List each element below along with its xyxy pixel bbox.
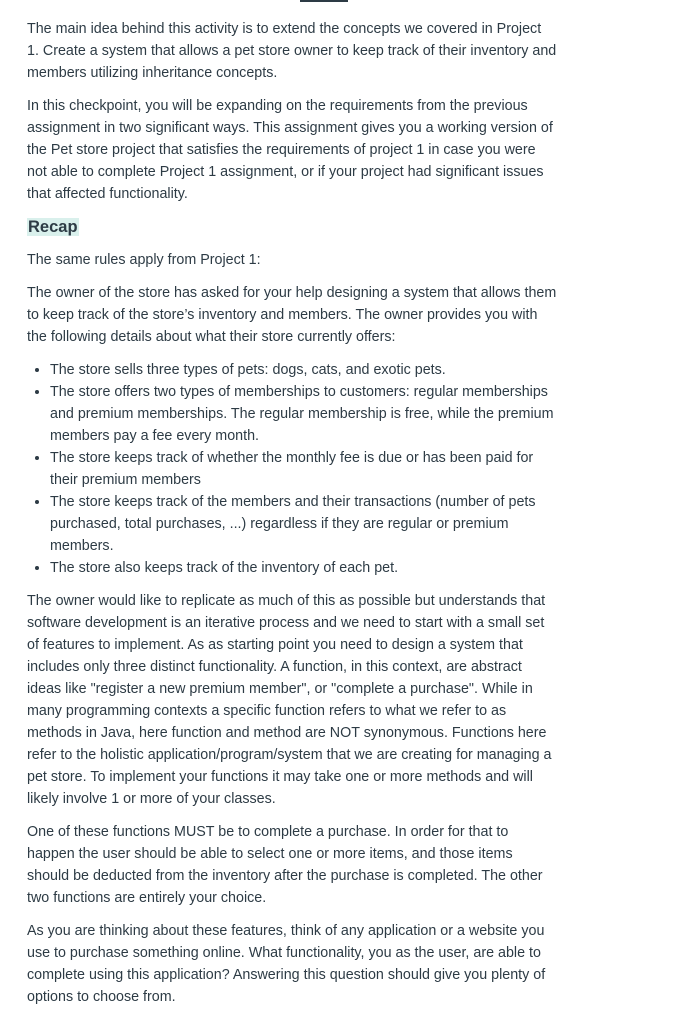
same-rules-paragraph: The same rules apply from Project 1: xyxy=(27,252,261,268)
owner-request-paragraph: The owner of the store has asked for your help designing a system that allows them to keep track of the store’s inventory and members. The owner provides you with the following details about what their store currently offers: xyxy=(27,285,557,345)
recap-heading xyxy=(27,216,557,238)
purchase-paragraph: One of these functions MUST be to complete a purchase. In order for that to happen the user should be able to select one or more items, and those items should be deducted from the inventory after the purchase is completed. The other two functions are entirely your choice. xyxy=(27,824,543,906)
list-item: • The store sells three types of pets: dogs, cats, and exotic pets. xyxy=(50,359,557,381)
assignment-content xyxy=(27,18,557,1019)
list-item: • The store also keeps track of the inventory of each pet. xyxy=(50,557,557,579)
replicate-paragraph: The owner would like to replicate as much of this as possible but understands that software development is an iterative process and we need to start with a small set of features to implement. As as starting point you need to design a system that includes only three distinct functionality. A function, in this context, are abstract ideas like "register a new premium member", or "complete a purchase". While in many programming contexts a specific function refers to what we refer to as methods in Java, here function and method are NOT synonymous. Functions here refer to the holistic application/program/system that we are creating for managing a pet store. To implement your functions it may take one or more methods and will likely involve 1 or more of your classes. xyxy=(27,593,552,807)
top-divider xyxy=(300,0,348,2)
intro-paragraph: The main idea behind this activity is to extend the concepts we covered in Project 1. Create a system that allows a pet store owner to keep track of their inventory and members utilizing inheritance concepts. xyxy=(27,21,557,81)
recap-heading-text: Recap xyxy=(28,218,78,236)
thinking-paragraph: As you are thinking about these features, think of any application or a website you use to purchase something online. What functionality, you as the user, are able to complete using this application? Answering this question should give you plenty of options to choose from. xyxy=(27,923,546,1005)
list-item: • The store keeps track of whether the monthly fee is due or has been paid for their premium members xyxy=(50,447,557,491)
list-item: • The store keeps track of the members and their transactions (number of pets purchased, total purchases, ...) regardless if they are regular or premium members. xyxy=(50,491,557,557)
checkpoint-paragraph: In this checkpoint, you will be expanding on the requirements from the previous assignment in two significant ways. This assignment gives you a working version of the Pet store project that satisfies the requirements of project 1 in case you were not able to complete Project 1 assignment, or if your project had significant issues that affected functionality. xyxy=(27,98,553,202)
store-details-list xyxy=(27,359,557,579)
list-item: • The store offers two types of memberships to customers: regular memberships and premium memberships. The regular membership is free, while the premium members pay a fee every month. xyxy=(50,381,557,447)
